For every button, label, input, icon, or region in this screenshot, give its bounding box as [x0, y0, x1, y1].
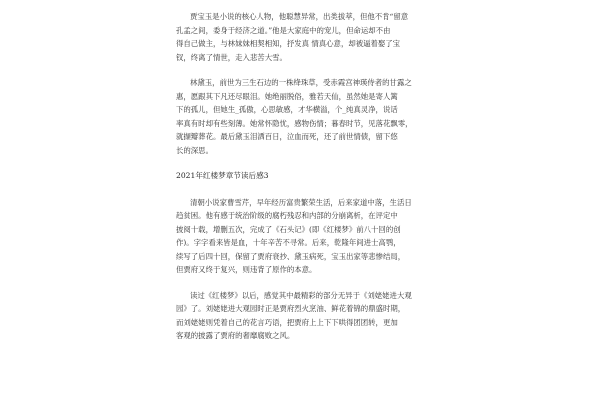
text-line: 钗，终离了情世，走入悲苦大雪。 [176, 52, 287, 62]
text-line: 客观的披露了贾府的奢靡腐败之风。 [176, 331, 295, 340]
text-line: 率真有时却有些刻薄。她常怀隐忧，感物伤情；暮春时节，见落花飘零， [176, 118, 413, 128]
text-line: 下的孤儿，但她生_孤傲，心思敏感，才华横溢，个_纯真灵净，说话 [176, 105, 398, 114]
text-line: 得自己做主，与林妹妹相契相知，抒发真 情真心意，却被逼着娶了宝 [176, 39, 401, 48]
text-line: 惠，愿跟其下凡还尽眼泪。她绝丽脱俗，雅若天仙，虽然她是寄人篱 [176, 91, 398, 101]
paragraph-daiyu [176, 76, 424, 157]
text-line: 孔孟之间，委身于经济之道。”他是大家庭中的宠儿，但命运却不由 [176, 25, 391, 35]
text-line: 林黛玉，前世为三生石边的一株绛珠草，受赤霞宫神瑛侍者的甘露之 [190, 78, 412, 87]
text-line: 披阅十载，增删五次，完成了《石头记》(即《红楼梦》前八十回的创 [176, 224, 401, 234]
section-heading: 2021年红楼梦章节读后感3 [176, 171, 269, 180]
text-line: 但贾府又终于复兴，则违背了原作的本意。 [176, 265, 317, 274]
document-body [176, 10, 424, 355]
text-line: 就撷瓣葬花。最后黛玉泪洒百日，泣血而死，还了前世情债，留下悠 [176, 132, 398, 141]
text-line: 趋贫困。他有感于统治阶级的腐朽残忍和内部的分崩离析，在评定中 [176, 211, 398, 220]
text-line: 作)。字字看来皆是血，十年辛苦不寻常。后来，乾隆年间进士高鹗， [176, 238, 401, 247]
text-line: 续写了后四十回，保留了贾府衰抄、黛玉病死，宝玉出家等悲惨结局， [176, 251, 406, 261]
paragraph-liulaolao [176, 289, 424, 343]
paragraph-author [176, 196, 424, 277]
text-line: 读过《红楼梦》以后，感觉其中最精彩的部分无异于《刘姥姥进大观 [190, 290, 412, 300]
text-line: 长的深思。 [176, 145, 213, 155]
text-line: 而刘姥姥则凭着自己的花言巧语，把贾府上上下下哄得团团转，更加 [176, 317, 398, 327]
text-line: 园》了。刘姥姥进大观园时正是贾府烈火烹油、鲜花着锦的鼎盛时期， [176, 304, 406, 313]
paragraph-baoyu [176, 10, 424, 64]
text-line: 贾宝玉是小说的核心人物，他聪慧异常，出类拔萃，但他不肯“留意 [190, 12, 409, 21]
text-line: 清朝小说家曹雪芹，早年经历富贵繁荣生活，后来家道中落，生活日 [190, 197, 412, 207]
